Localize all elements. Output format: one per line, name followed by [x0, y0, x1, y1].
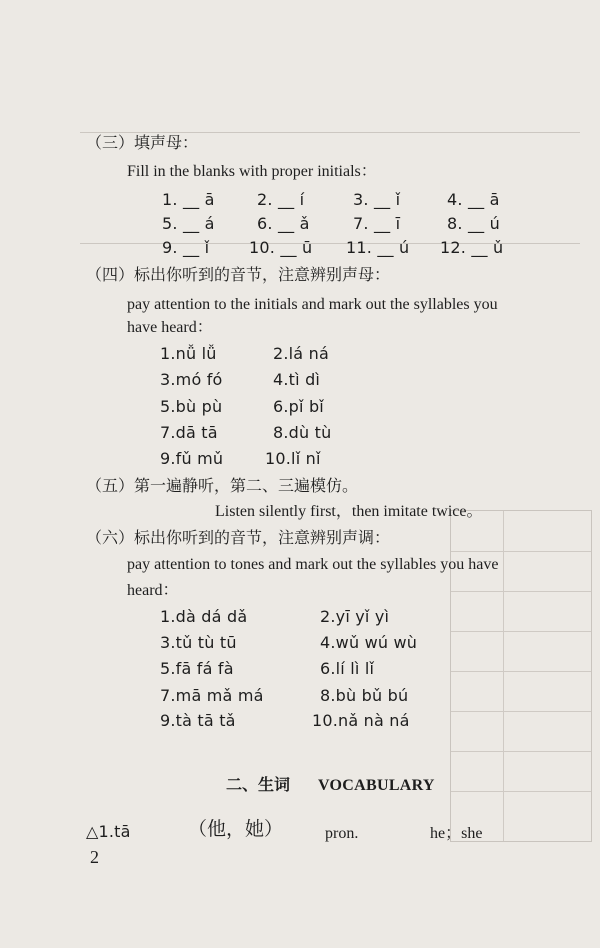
syllable-triple: 10.nǎ nà ná [312, 711, 410, 730]
syllable-triple: 7.mā mǎ má [160, 686, 264, 705]
vocab-entry-pinyin: △1.tā [86, 822, 131, 841]
syllable-pair: 10.lǐ nǐ [265, 449, 321, 468]
blank-item: 6. __ ǎ [257, 214, 310, 233]
syllable-triple: 1.dà dá dǎ [160, 607, 248, 626]
syllable-triple: 4.wǔ wú wù [320, 633, 418, 652]
syllable-pair: 6.pǐ bǐ [273, 397, 324, 416]
blank-item: 3. __ ǐ [353, 190, 401, 209]
syllable-pair: 8.dù tù [273, 423, 332, 442]
section-4-instruction: pay attention to the initials and mark out the syllables you [127, 296, 498, 313]
syllable-triple: 9.tà tā tǎ [160, 711, 236, 730]
blank-item: 8. __ ú [447, 214, 500, 233]
section-3-instruction: Fill in the blanks with proper initials： [127, 163, 377, 180]
section-5-instruction: Listen silently first，then imitate twice。 [215, 503, 483, 520]
section-3-heading: （三）填声母： [86, 133, 199, 152]
vocabulary-heading-en: VOCABULARY [318, 777, 435, 794]
syllable-triple: 8.bù bǔ bú [320, 686, 409, 705]
syllable-pair: 1.nǚ lǚ [160, 344, 217, 363]
blank-item: 2. __ í [257, 190, 305, 209]
syllable-triple: 5.fā fá fà [160, 659, 234, 678]
section-5-heading: （五）第一遍静听，第二、三遍模仿。 [86, 476, 359, 495]
bleed-through-rule [80, 243, 580, 244]
syllable-pair: 5.bù pù [160, 397, 223, 416]
blank-item: 9. __ ǐ [162, 238, 210, 257]
syllable-pair: 3.mó fó [160, 370, 223, 389]
section-6-heading: （六）标出你听到的音节，注意辨别声调： [86, 528, 391, 547]
blank-item: 11. __ ú [346, 238, 410, 257]
syllable-triple: 2.yī yǐ yì [320, 607, 390, 626]
syllable-triple: 6.lí lì lǐ [320, 659, 375, 678]
blank-item: 5. __ á [162, 214, 215, 233]
blank-item: 12. __ ǔ [440, 238, 504, 257]
syllable-pair: 4.tì dì [273, 370, 321, 389]
syllable-triple: 3.tǔ tù tū [160, 633, 237, 652]
vocabulary-heading-zh: 二、生词 [226, 775, 291, 794]
syllable-pair: 2.lá ná [273, 344, 329, 363]
vocab-entry-gloss: he；she [430, 825, 483, 842]
section-4-instruction-cont: have heard： [127, 319, 213, 336]
blank-item: 10. __ ū [249, 238, 313, 257]
page-number: 2 [90, 847, 99, 867]
section-4-heading: （四）标出你听到的音节，注意辨别声母： [86, 265, 391, 284]
vocab-entry-pos: pron. [325, 825, 359, 842]
blank-item: 7. __ ī [353, 214, 401, 233]
vocab-entry-characters: （他，她） [188, 818, 284, 840]
syllable-pair: 7.dā tā [160, 423, 218, 442]
blank-item: 1. __ ā [162, 190, 215, 209]
section-6-instruction-cont: heard： [127, 582, 179, 599]
section-6-instruction: pay attention to tones and mark out the syllables you have [127, 556, 499, 573]
blank-item: 4. __ ā [447, 190, 500, 209]
syllable-pair: 9.fǔ mǔ [160, 449, 224, 468]
